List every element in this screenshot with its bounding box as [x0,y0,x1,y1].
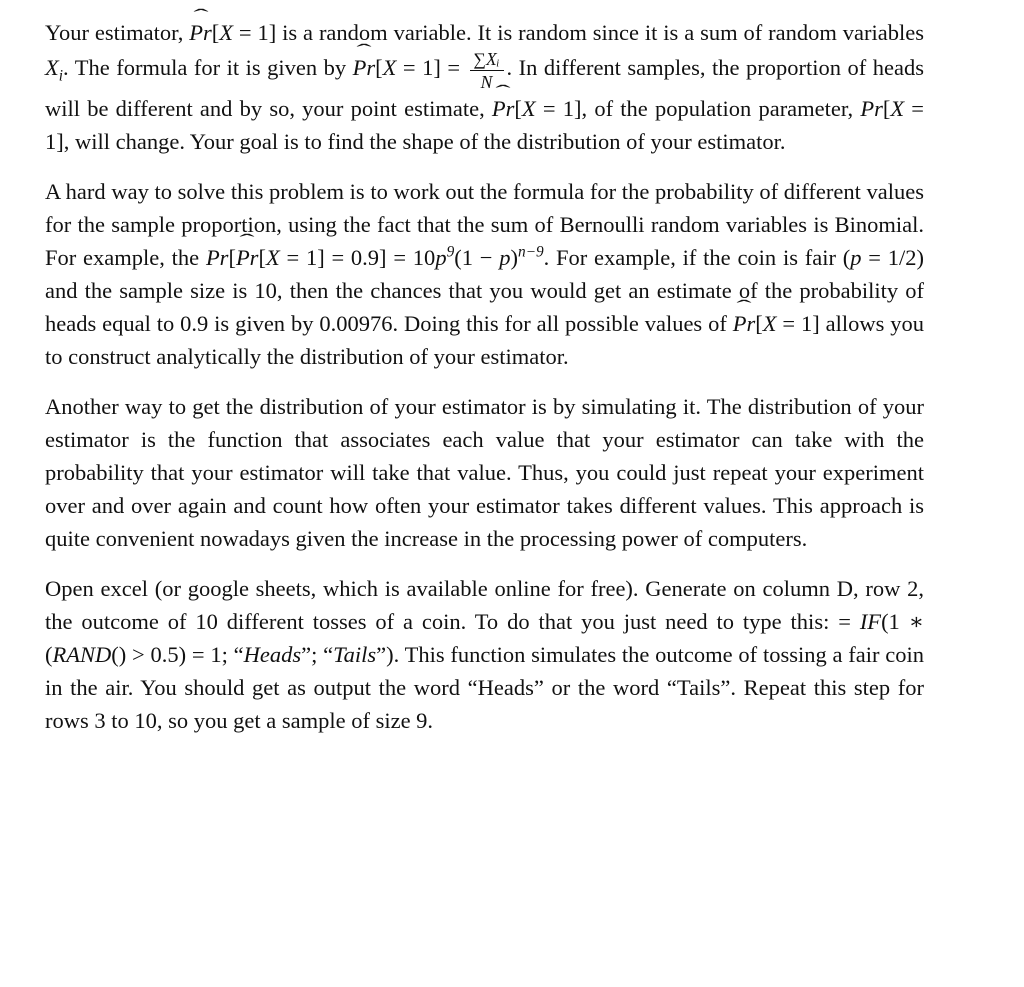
text-run: A hard way to solve this problem is to work out the formula for the probability of different values for the sample proportion, using the fact that the sum of Bernoulli random variables is Binomial. For example, the [45,179,924,271]
text-run: [ [375,55,383,81]
text-run: Another way to get the distribution of your estimator is by simulating it. The distribution of your estimator is the function that associates each value that your estimator can take with the probability that your estimator will take that value. Thus, you could just repeat your experiment over and over again and count how often your estimator takes different values. This approach is quite convenient nowadays given the increase in the processing power of computers. [45,394,924,552]
math-var: X [265,245,280,271]
math-widehat: ˆ Pr [189,16,212,49]
math-var: Tails [333,642,377,668]
math-var: p [499,245,511,271]
math-var: Pr [205,245,229,271]
text-run: [ [228,245,236,271]
text-run: = 1] = [396,55,467,81]
math-widehat: ˆ Pr [353,51,376,84]
text-run: ”; “ [301,642,334,668]
text-run: ) [510,245,518,271]
paragraph-4 [45,572,924,737]
text-run: . The formula for it is given by [63,55,353,81]
superscript: 9 [446,243,455,261]
math-var: Pr [860,96,883,122]
text-run: [ [258,245,266,271]
text-run: = 1], will change. Your goal is to find the shape of the distribution of your estimator. [45,96,924,155]
paragraph-1 [45,16,924,158]
text-run: Open excel (or google sheets, which is available online for free). Generate on column D, row 2, the outcome of 10 different tosses of a coin. To do that you just need to type this: = [45,576,924,635]
math-var: IF [859,609,882,635]
math-var: RAND [52,642,112,668]
text-run: . For example, if the coin is fair ( [543,245,851,271]
text-run: ”). This function simulates the outcome of tossing a fair coin in the air. You should get as output the word “Heads” or the word “Tails”. Repeat this step for rows 3 to 10, so you get a sample of size 9. [45,642,924,734]
text-run: [ [755,311,763,337]
text-run: = 1] is a random variable. It is random since it is a sum of random variables [233,20,924,45]
math-var: X [219,20,233,45]
text-run: . In different samples, the proportion of heads will be different and by so, your point estimate, [45,55,924,122]
text-run: Your estimator, [45,20,190,45]
text-run: = 1], of the population parameter, [535,96,861,122]
math-widehat: ˆ Pr [733,307,756,340]
text-run: [ [514,96,522,122]
text-run: (1 ∗ ( [45,609,924,668]
fraction-denominator: N [480,72,493,93]
superscript: n−9 [517,243,544,261]
math-var: X [762,311,777,337]
text-run: (1 − [454,245,500,271]
text-run: [ [211,20,220,45]
text-run: = 1] = 0.9] = 10 [279,245,436,271]
math-var: p [850,245,862,271]
math-var: Heads [243,642,302,668]
text-run: = 1] allows you to construct analytically the distribution of your estimator. [45,311,924,370]
paragraph-3 [45,390,924,555]
math-var: X [521,96,536,122]
math-var: p [435,245,447,271]
text-run: [ [882,96,891,122]
math-widehat: ˆ Pr [492,92,515,125]
math-var: X [382,55,397,81]
paragraph-2 [45,175,924,373]
math-widehat: ˆ Pr [236,241,259,274]
math-var: X [45,55,59,81]
subscript: i [58,67,63,85]
text-run: () > 0.5) = 1; “ [111,642,244,668]
text-run: = 1/2) and the sample size is 10, then the chances that you would get an estimate of the probability of heads equal to 0.9 is given by 0.00976. Doing this for all possible values of [45,245,924,337]
math-var: X [890,96,905,122]
fraction-numerator: ∑Xᵢ [470,49,504,71]
